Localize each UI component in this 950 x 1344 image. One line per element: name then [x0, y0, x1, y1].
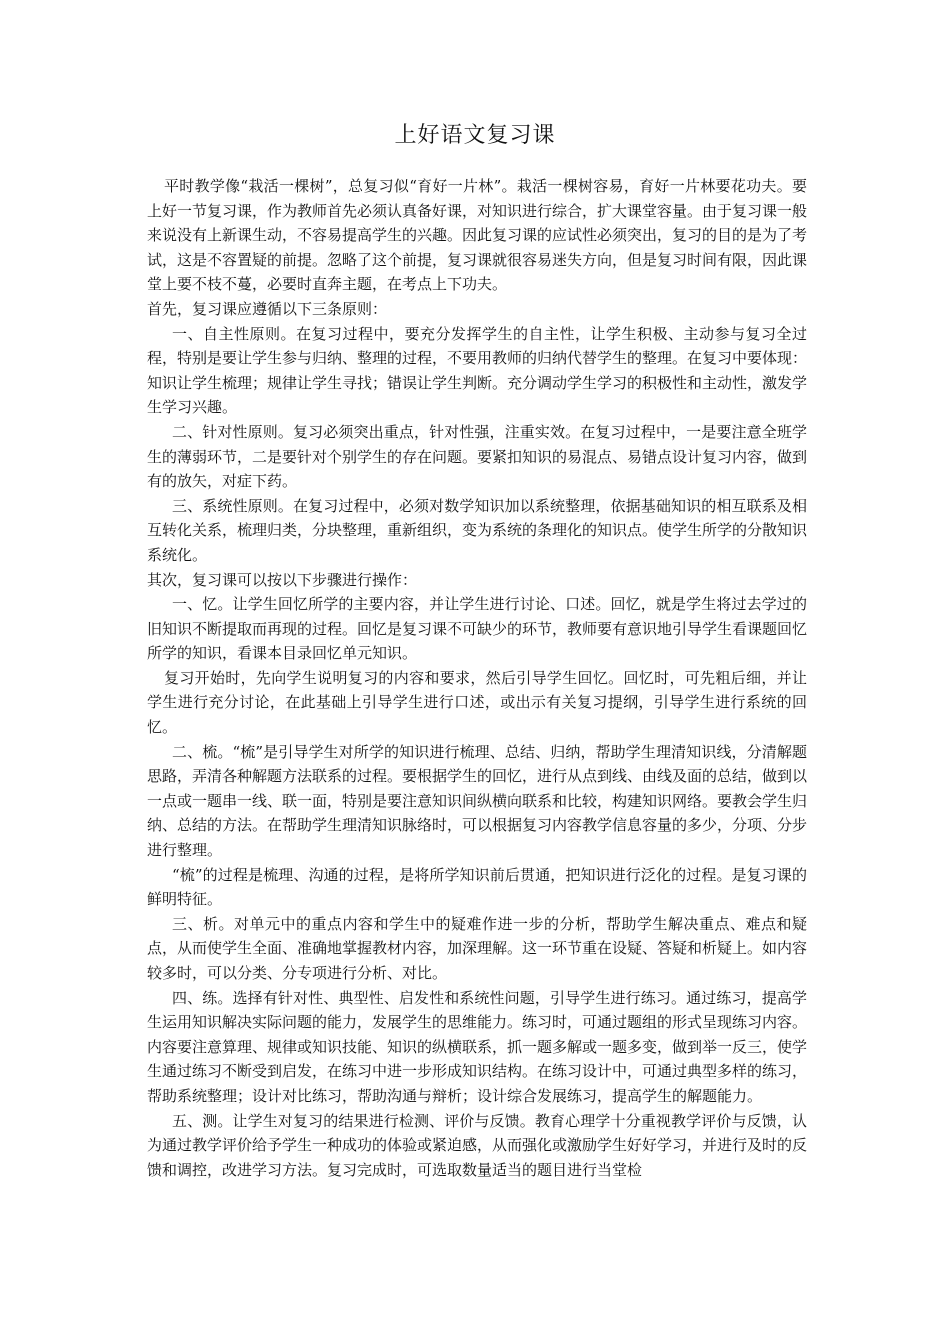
- paragraph-step-analyze: 三、析。对单元中的重点内容和学生中的疑难作进一步的分析，帮助学生解决重点、难点和疑点，从而使学生全面、准确地掌握教材内容，加深理解。这一环节重在设疑、答疑和析疑上。如内容较多时，可以分类、分专项进行分析、对比。: [147, 914, 808, 982]
- paragraph-step-recall-detail: 复习开始时，先向学生说明复习的内容和要求，然后引导学生回忆。回忆时，可先粗后细，并让学生进行充分讨论，在此基础上引导学生进行口述，或出示有关复习提纲，引导学生进行系统的回忆。: [147, 668, 807, 737]
- paragraph-principles-heading: 首先，复习课应遵循以下三条原则：: [147, 299, 388, 318]
- paragraph-steps-heading: 其次，复习课可以按以下步骤进行操作：: [147, 570, 418, 589]
- paragraph-principle-autonomy: 一、自主性原则。在复习过程中，要充分发挥学生的自主性，让学生积极、主动参与复习全过程，特别是要让学生参与归纳、整理的过程，不要用教师的归纳代替学生的整理。在复习中要体现：知识让学生梳理；规律让学生寻找；错误让学生判断。充分调动学生学习的积极性和主动性，激发学生学习兴趣。: [147, 324, 808, 417]
- page-title: 上好语文复习课: [394, 123, 556, 148]
- paragraph-intro: 平时教学像“栽活一棵树”，总复习似“育好一片林”。栽活一棵树容易，育好一片林要花功夫。要上好一节复习课，作为教师首先必须认真备好课，对知识进行综合，扩大课堂容量。由于复习课一般来说没有上新课生动，不容易提高学生的兴趣。因此复习课的应试性必须突出，复习的目的是为了考试，这是不容置疑的前提。忽略了这个前提，复习课就很容易迷失方向，但是复习时间有限，因此课堂上要不枝不蔓，必要时直奔主题，在考点上下功夫。: [147, 177, 808, 294]
- paragraph-step-organize: 二、梳。“梳”是引导学生对所学的知识进行梳理、总结、归纳，帮助学生理清知识线，分清解题思路，弄清各种解题方法联系的过程。要根据学生的回忆，进行从点到线、由线及面的总结，做到以一点或一题串一线、联一面，特别是要注意知识间纵横向联系和比较，构建知识网络。要教会学生归纳、总结的方法。在帮助学生理清知识脉络时，可以根据复习内容教学信息容量的多少，分项、分步进行整理。: [147, 742, 808, 860]
- document-body: [147, 174, 807, 1182]
- paragraph-step-test: 五、测。让学生对复习的结果进行检测、评价与反馈。教育心理学十分重视教学评价与反馈，认为通过教学评价给予学生一种成功的体验或紧迫感，从而强化或激励学生好好学习，并进行及时的反馈和调控，改进学习方法。复习完成时，可选取数量适当的题目进行当堂检: [147, 1111, 808, 1179]
- paragraph-step-organize-feature: “梳”的过程是梳理、沟通的过程，是将所学知识前后贯通，把知识进行泛化的过程。是复习课的鲜明特征。: [147, 865, 807, 909]
- paragraph-principle-targeted: 二、针对性原则。复习必须突出重点，针对性强，注重实效。在复习过程中，一是要注意全班学生的薄弱环节，二是要针对个别学生的存在问题。要紧扣知识的易混点、易错点设计复习内容，做到有的放矢，对症下药。: [147, 422, 808, 491]
- paragraph-step-recall: 一、忆。让学生回忆所学的主要内容，并让学生进行讨论、口述。回忆，就是学生将过去学过的旧知识不断提取而再现的过程。回忆是复习课不可缺少的环节，教师要有意识地引导学生看课题回忆所学的知识，看课本目录回忆单元知识。: [147, 595, 808, 663]
- paragraph-step-practice: 四、练。选择有针对性、典型性、启发性和系统性问题，引导学生进行练习。通过练习，提高学生运用知识解决实际问题的能力，发展学生的思维能力。练习时，可通过题组的形式呈现练习内容。内容要注意算理、规律或知识技能、知识的纵横联系，抓一题多解或一题多变，做到举一反三，使学生通过练习不断受到启发，在练习中进一步形成知识结构。在练习设计中，可通过典型多样的练习，帮助系统整理；设计对比练习，帮助沟通与辩析；设计综合发展练习，提高学生的解题能力。: [147, 988, 808, 1105]
- paragraph-principle-systematic: 三、系统性原则。在复习过程中，必须对数学知识加以系统整理，依据基础知识的相互联系及相互转化关系，梳理归类，分块整理，重新组织，变为系统的条理化的知识点。使学生所学的分散知识系统化。: [147, 496, 808, 564]
